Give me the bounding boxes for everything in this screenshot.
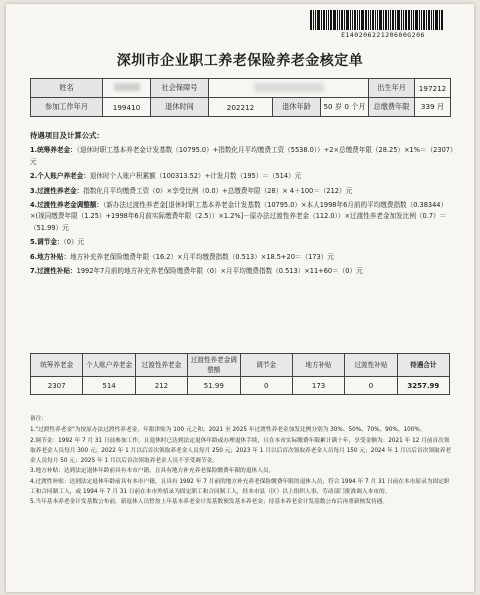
summary-header-total: 待遇合计 [397,354,449,377]
summary-table [30,353,450,395]
formula-item [30,237,454,248]
ss-number-value-redacted [209,79,369,98]
work-start-label: 参加工作年月 [31,98,103,117]
barcode-number: E14020622120600G206 [341,31,425,39]
summary-value-cell: 212 [135,377,187,395]
formula-text: （退休时职工基本养老金计发基数（10795.0）+指数化月平均缴费工资（5538.0））÷2×总缴费年限（28.25）×1%＝（2307）元 [30,146,454,166]
notes-section [30,414,454,508]
formula-item [30,266,454,277]
summary-value-cell: 0 [345,377,397,395]
section-title: 待遇项目及计算公式： [30,131,104,140]
formula-label: 5.调节金： [30,238,64,247]
total-contribution-value: 339 月 [415,98,451,117]
summary-value-cell: 51.99 [188,377,240,395]
summary-value-row [31,377,450,395]
summary-total-value: 3257.99 [397,377,449,395]
summary-header-cell: 个人账户养老金 [83,354,135,377]
formula-text: 指数化月平均缴费工资（0）×享受比例（0.0）+总缴费年限（28）× 4＋100＝（212）元 [83,186,353,195]
formula-label: 6.地方补贴： [30,252,71,261]
work-start-value: 199410 [103,98,151,117]
summary-header-cell: 过渡性养老金 [135,354,187,377]
ss-number-label: 社会保障号 [151,79,209,98]
formula-label: 2.个人账户养老金： [30,172,90,181]
formula-item [30,200,454,234]
formula-item [30,171,454,182]
name-value-redacted [103,79,151,98]
formula-item [30,145,454,168]
formula-text: 地方补充养老保险缴费年限（16.2）×月平均缴费指数（0.513）×18.5+20＝（173）元 [70,252,334,261]
birth-label: 出生年月 [369,79,415,98]
summary-value-cell: 173 [292,377,344,395]
page-title: 深圳市企业职工养老保险养老金核定单 [116,53,364,69]
summary-header-cell: 过渡性养老金调整额 [188,354,240,377]
formula-text: 退休时个人账户积累额（100313.52）÷计发月数（195）＝（514）元 [89,172,302,181]
birth-value: 197212 [415,79,451,98]
summary-header-row [31,354,450,377]
note-item: 4.过渡性补贴：达到法定退休年龄前具有本市户籍，且具有 1992 年 7 月前的地方补充养老保险缴费年限的退休人员，符合 1994 年 7 月 31 日前在本市原录为固定职工和合同制工人，或 1994 年 7 月 31 日前在本市外招录为固定职工和合同制工人，经本市县（区）以上组织人事、劳动部门批准调入本市的。 [30,478,450,496]
summary-value-cell: 2307 [31,377,83,395]
note-item: 2.调节金：1992 年 7 月 31 日前参加工作，且退休时已达到法定退休年龄或办理退休手续，且在本市实际缴费年限累计满十年，享受金额为：2021 年 12 月前首次领取养老金人员每月 300 元；2022 年 1 月以后首次领取养老金人员每月 250 元；2023 年 1 月以后首次领取养老金人员每月 150 元；2024 年 1 月以后首次领取养老金人员每月 50 元；2025 年 1 月以后首次领取养老金人员不享受调节金。 [30,437,452,465]
notes-title: 备注： [30,416,48,422]
formula-label: 7.过渡性补贴： [30,267,77,276]
summary-header-cell: 过渡性补贴 [345,354,397,377]
summary-value-cell: 0 [240,377,292,395]
retire-time-label: 退休时间 [151,98,209,117]
barcode-block [310,10,456,39]
note-item: 5.当年基本养老金计发基数公布前，新退休人员暂按上年基本养老金计发基数预发基本养老金；待基本养老金计发基数公布后再重新核发待遇。 [30,499,389,506]
formula-label: 4.过渡性养老金调整额： [30,201,104,210]
retire-age-value: 50 岁 0 个月 [321,98,369,117]
retire-age-label: 退休年龄 [273,98,321,117]
name-label: 姓名 [31,79,103,98]
formula-item [30,186,454,197]
formula-label: 3.过渡性养老金： [30,186,84,195]
formula-item [30,252,454,263]
formula-label: 1.统筹养老金： [30,146,77,155]
summary-header-cell: 地方补贴 [292,354,344,377]
formula-text: （新办法过渡性养老金[退休时职工基本养老金计发基数（10795.0）×本人1998年6月前的平均缴费指数（0.38344）×(视同缴费年限（1.25）+1998年6月前实际缴费年限（2.5））×1.2%]－原办法过渡性养老金（112.0））×过渡性养老金加发比例（0.7）＝（51.99）元 [30,201,448,232]
note-item: 3.地方补贴：达到法定退休年龄前具有本市户籍，且具有地方补充养老保险缴费年限的退休人员。 [30,468,275,475]
formula-text: （0）元 [63,238,85,247]
summary-header-cell: 调节金 [240,354,292,377]
summary-value-cell: 514 [83,377,135,395]
total-contribution-label: 总缴费年限 [369,98,415,117]
retire-time-value: 202212 [209,98,273,117]
formula-text: 1992年7月前的地方补充养老保险缴费年限（0）×月平均缴费指数（0.513）×11+60＝（0）元 [76,267,363,276]
document-sheet [6,4,474,592]
calculation-section [30,130,454,280]
summary-header-cell: 统筹养老金 [31,354,83,377]
barcode-image [310,10,456,30]
personal-info-table [30,78,451,117]
note-item: 1."过渡性养老金"为按原办法过渡性养老金，年限津贴为 100 元之和。2021 至 2025 年过渡性养老金加发比例分别为 30%、50%、70%、90%、100%。 [30,427,426,434]
